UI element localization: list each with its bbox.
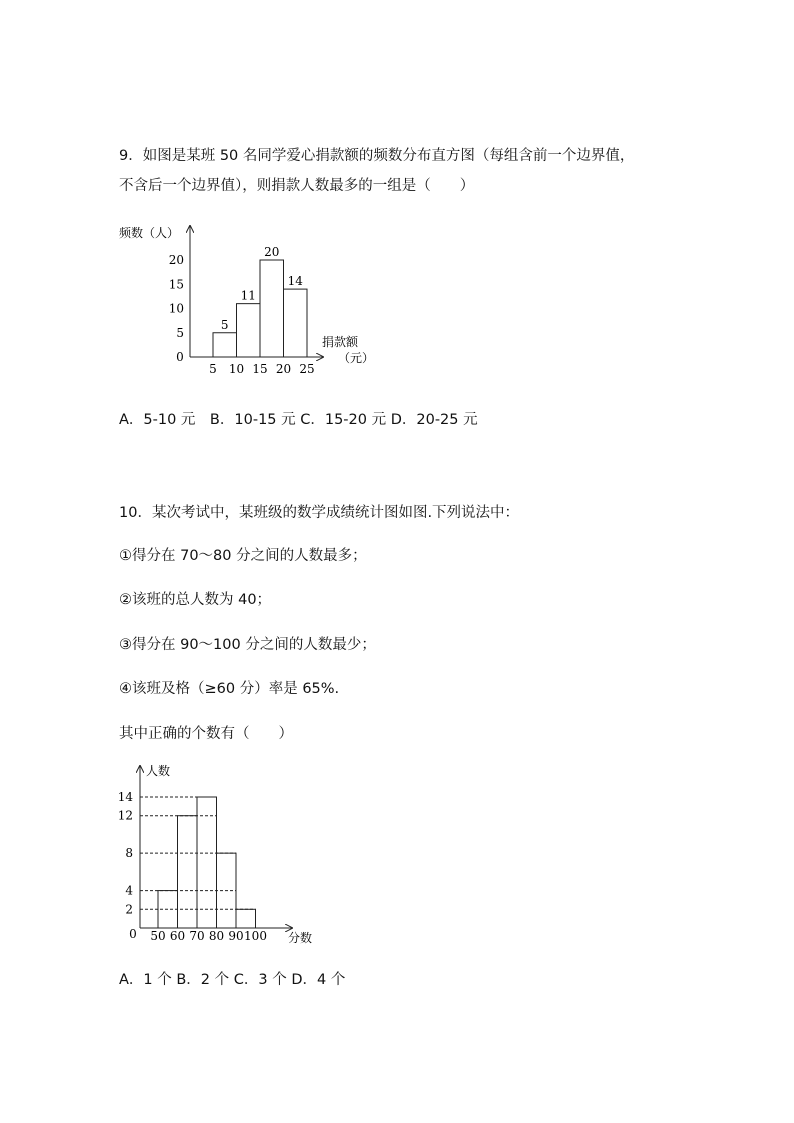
q10-x-tick-label: 60 xyxy=(169,929,186,943)
q9-origin-label: 0 xyxy=(176,350,184,364)
q10-x-axis-label: 分数 xyxy=(288,931,313,945)
q9-x-axis-label-line1: 捐款额 xyxy=(322,335,359,349)
q9-x-tick-label: 5 xyxy=(209,362,217,376)
q10-bar xyxy=(236,909,256,928)
q9-bar xyxy=(213,333,237,357)
q10-y-tick-label: 14 xyxy=(117,790,133,804)
q10-statement-2: ②该班的总人数为 40； xyxy=(119,592,272,608)
q10-bar xyxy=(197,797,217,928)
q9-x-tick-label: 15 xyxy=(252,362,268,376)
q10-origin-label: 0 xyxy=(129,927,137,941)
q9-x-tick-label: 10 xyxy=(228,362,245,376)
q9-stem-line1: 9．如图是某班 50 名同学爱心捐款额的频数分布直方图（每组含前一个边界值， xyxy=(119,148,635,164)
q10-y-tick-label: 4 xyxy=(125,883,133,898)
q10-question: 其中正确的个数有（ ） xyxy=(119,726,293,742)
q10-statement-3: ③得分在 90～100 分之间的人数最少； xyxy=(119,637,376,653)
q9-bar-value-label: 5 xyxy=(220,317,229,332)
q10-y-tick-label: 12 xyxy=(117,808,133,823)
q10-x-tick-label: 90 xyxy=(228,929,244,943)
q10-y-tick-label: 2 xyxy=(125,902,133,917)
q10-options: A．1 个 B．2 个 C．3 个 D．4 个 xyxy=(119,972,346,988)
q10-bar xyxy=(178,816,198,928)
q10-histogram xyxy=(110,760,340,950)
q9-y-axis-label: 频数（人） xyxy=(119,226,180,240)
q10-y-axis-label: 人数 xyxy=(146,764,171,778)
q9-bar xyxy=(260,260,284,357)
q9-x-tick-label: 20 xyxy=(275,362,292,376)
q9-options: A．5-10 元 B．10-15 元 C．15-20 元 D．20-25 元 xyxy=(119,412,478,428)
q9-bar-value-label: 20 xyxy=(264,245,280,259)
q10-statement-1: ①得分在 70～80 分之间的人数最多； xyxy=(119,548,367,564)
q9-x-tick-label: 25 xyxy=(299,362,315,376)
q10-stem: 10．某次考试中，某班级的数学成绩统计图如图.下列说法中： xyxy=(119,505,520,521)
q10-x-tick-label: 100 xyxy=(244,929,267,943)
q9-bar xyxy=(237,304,261,357)
q9-y-tick-label: 5 xyxy=(176,325,184,340)
q10-x-tick-label: 50 xyxy=(150,929,166,943)
q9-bar xyxy=(284,289,308,357)
q10-x-tick-label: 80 xyxy=(208,929,225,943)
q9-y-tick-label: 10 xyxy=(168,301,184,316)
q9-bar-value-label: 14 xyxy=(287,274,303,289)
q10-y-tick-label: 8 xyxy=(125,846,133,861)
q10-x-tick-label: 70 xyxy=(189,929,205,943)
q9-y-tick-label: 20 xyxy=(168,253,184,267)
q9-x-axis-label-line2: （元） xyxy=(338,351,375,365)
q10-statement-4: ④该班及格（≥60 分）率是 65%. xyxy=(119,681,340,697)
q9-bar-value-label: 11 xyxy=(240,288,256,303)
q9-stem-line2: 不含后一个边界值），则捐款人数最多的一组是（ ） xyxy=(119,178,475,194)
q9-y-tick-label: 15 xyxy=(168,277,184,292)
q9-histogram xyxy=(110,220,400,380)
